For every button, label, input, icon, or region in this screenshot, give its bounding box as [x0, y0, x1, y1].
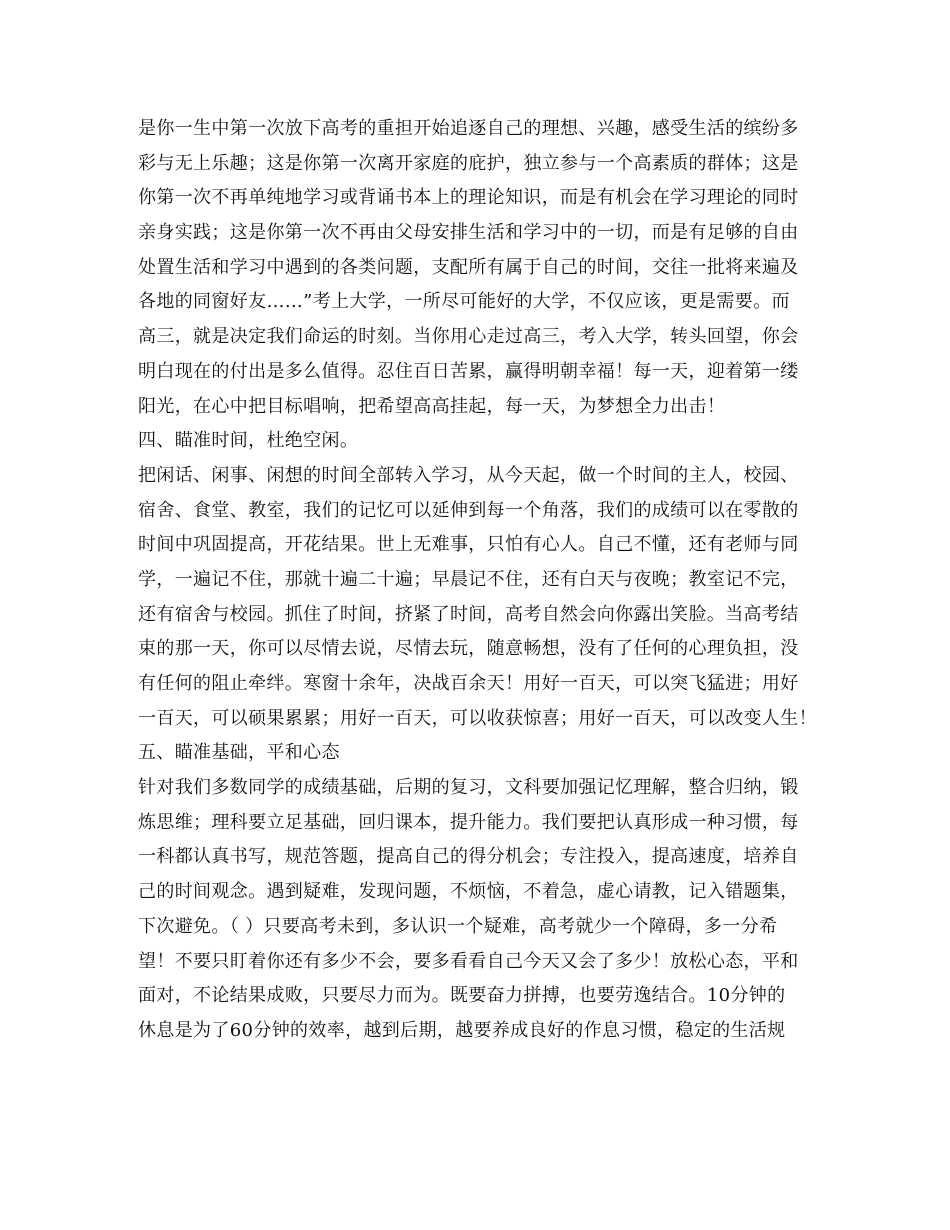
section-heading: 四、瞄准时间，杜绝空闲。 [138, 430, 359, 452]
text-line: 你第一次不再单纯地学习或背诵书本上的理论知识，而是有机会在学习理论的同时 [138, 187, 799, 209]
text-line: 把闲话、闲事、闲想的时间全部转入学习，从今天起，做一个时间的主人，校园、 [138, 464, 799, 486]
text-line: 炼思维；理科要立足基础，回归课本，提升能力。我们要把认真形成一种习惯，每 [138, 811, 799, 833]
text-line: 有任何的阻止牵绊。寒窗十余年，决战百余天！用好一百天，可以突飞猛进；用好 [138, 673, 799, 694]
text-line: 各地的同窗好友……”考上大学，一所尽可能好的大学，不仅应该，更是需要。而 [138, 291, 790, 313]
text-line: 处置生活和学习中遇到的各类问题，支配所有属于自己的时间，交往一批将来遍及 [138, 256, 799, 278]
text-line: 阳光，在心中把目标唱响，把希望高高挂起，每一天，为梦想全力出击！ [138, 395, 726, 417]
document-page [138, 112, 828, 1049]
text-line: 宿舍、食堂、教室，我们的记忆可以延伸到每一个角落，我们的成绩可以在零散的 [138, 499, 799, 521]
section-heading: 五、瞄准基础，平和心态 [138, 742, 340, 764]
text-line: 束的那一天，你可以尽情去说，尽情去玩，随意畅想，没有了任何的心理负担，没 [138, 638, 799, 660]
text-line: 己的时间观念。遇到疑难，发现问题，不烦恼，不着急，虚心请教，记入错题集， [138, 881, 799, 903]
text-line: 下次避免。（ ）只要高考未到，多认识一个疑难，高考就少一个障碍，多一分希 [138, 915, 778, 937]
text-line: 学，一遍记不住，那就十遍二十遍；早晨记不住，还有白天与夜晚；教室记不完， [138, 568, 799, 590]
text-line: 望！不要只盯着你还有多少不会，要多看看自己今天又会了多少！放松心态，平和 [138, 950, 799, 972]
text-line: 彩与无上乐趣；这是你第一次离开家庭的庇护，独立参与一个高素质的群体；这是 [138, 152, 799, 174]
text-line: 是你一生中第一次放下高考的重担开始追逐自己的理想、兴趣，感受生活的缤纷多 [138, 118, 799, 139]
text-line: 一科都认真书写，规范答题，提高自己的得分机会；专注投入，提高速度，培养自 [138, 846, 799, 868]
text-line: 高三，就是决定我们命运的时刻。当你用心走过高三，考入大学，转头回望，你会 [138, 326, 799, 348]
text-line: 针对我们多数同学的成绩基础，后期的复习，文科要加强记忆理解，整合归纳，锻 [138, 777, 799, 799]
text-line: 休息是为了60分钟的效率，越到后期，越要养成良好的作息习惯，稳定的生活规 [138, 1019, 786, 1041]
text-line: 一百天，可以硕果累累；用好一百天，可以收获惊喜；用好一百天，可以改变人生！ [138, 707, 817, 729]
text-line: 亲身实践；这是你第一次不再由父母安排生活和学习中的一切，而是有足够的自由 [138, 222, 799, 244]
text-line: 明白现在的付出是多么值得。忍住百日苦累，赢得明朝幸福！每一天，迎着第一缕 [138, 360, 799, 382]
text-line: 还有宿舍与校园。抓住了时间，挤紧了时间，高考自然会向你露出笑脸。当高考结 [138, 603, 799, 625]
text-line: 面对，不论结果成败，只要尽力而为。既要奋力拼搏，也要劳逸结合。10分钟的 [138, 985, 786, 1007]
text-line: 时间中巩固提高，开花结果。世上无难事，只怕有心人。自己不懂，还有老师与同 [138, 534, 799, 556]
